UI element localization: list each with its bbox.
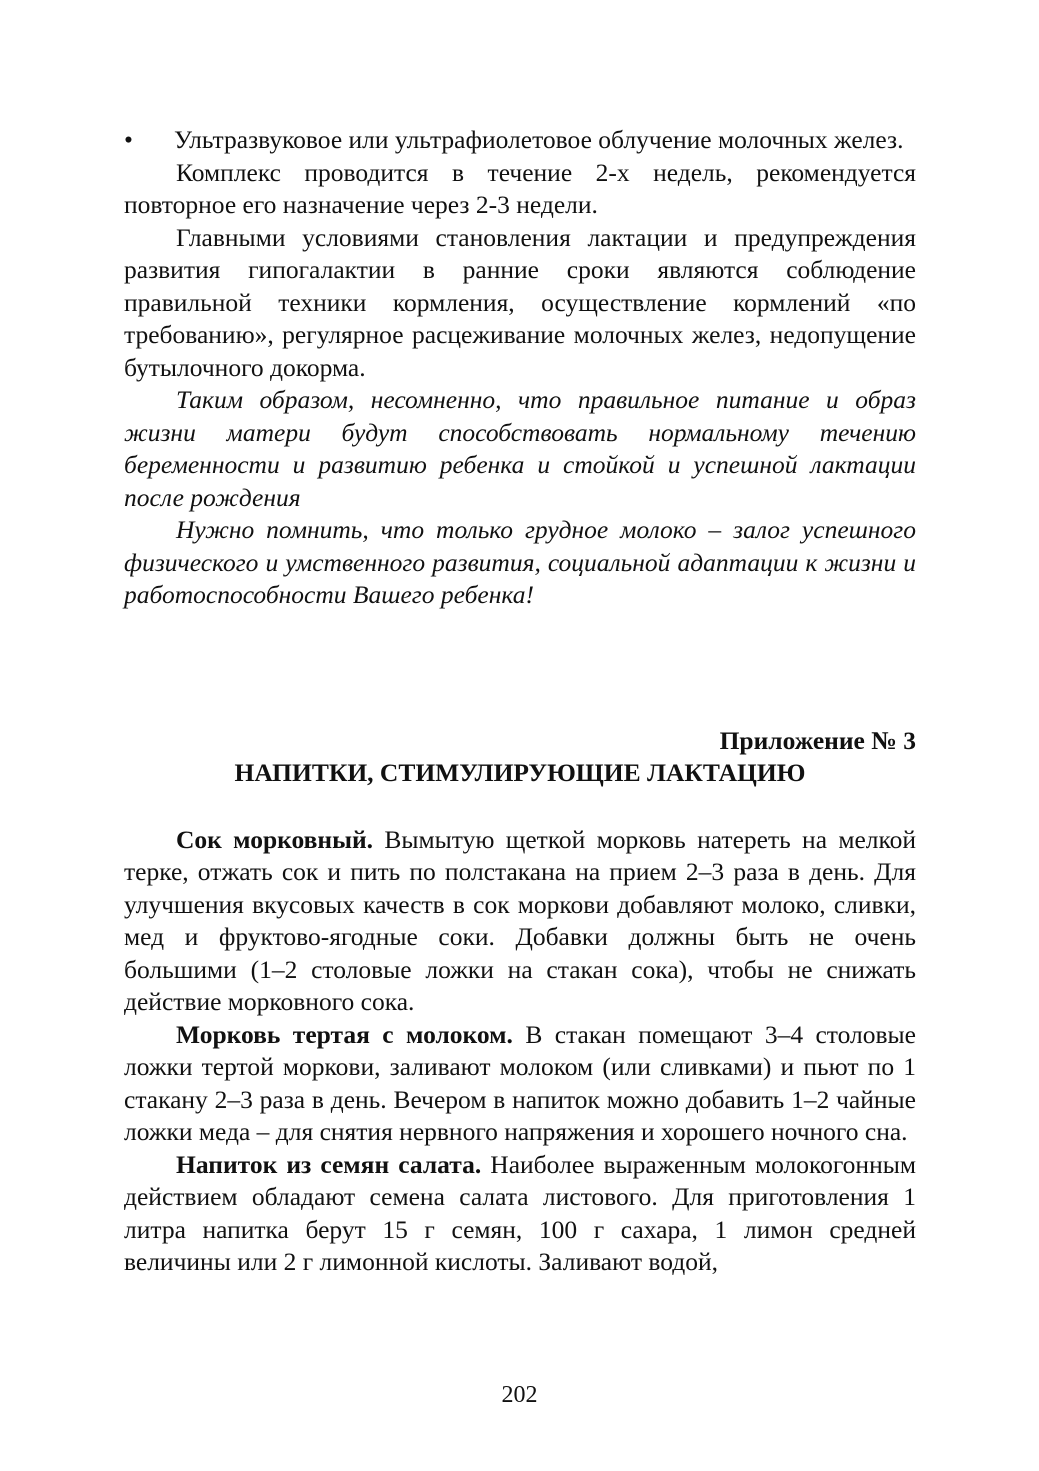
recipe-paragraph [124, 1019, 916, 1149]
recipe-paragraph [124, 824, 916, 1019]
appendix-label: Приложение № 3 [719, 725, 916, 755]
recipe-text: Наиболее выраженным молокогонным действием обладают семена салата листового. Для приготовления 1 литра напитка берут 15 г семян, 100 г сахара, 1 лимон средней величины или 2 г лимонной кислоты. Заливают водой, [124, 1149, 916, 1276]
recipe-text: В стакан помещают 3–4 столовые ложки тертой моркови, заливают молоком (или сливками) и пьют по 1 стакану 2–3 раза в день. Вечером в напиток можно добавить 1–2 чайные ложки меда – для снятия нервного напряжения и хорошего ночного сна. [124, 1019, 916, 1146]
page-number: 202 [501, 1382, 538, 1408]
page-content [124, 124, 916, 1279]
paragraph-conditions: Главными условиями становления лактации и предупреждения развития гипогалактии в ранние сроки являются соблюдение правильной техники кормления, осуществление кормлений «по требованию», регулярное расцеживание молочных желез, недопущение бутылочного докорма. [124, 222, 916, 382]
section-title: НАПИТКИ, СТИМУЛИРУЮЩИЕ ЛАКТАЦИЮ [234, 758, 806, 787]
recipe-title: Морковь тертая с молоком. [176, 1019, 513, 1049]
bullet-marker: • [124, 125, 133, 154]
bullet-text: Ультразвуковое или ультрафиолетовое облучение молочных желез. [174, 125, 904, 154]
recipe-title: Напиток из семян салата. [176, 1149, 482, 1179]
italic-paragraph-reminder: Нужно помнить, что только грудное молоко – залог успешного физического и умственного развития, социальной адаптации к жизни и работоспособности Вашего ребенка! [124, 515, 916, 609]
paragraph-course: Комплекс проводится в течение 2-х недель, рекомендуется повторное его назначение через 2-3 недели. [124, 157, 916, 219]
italic-paragraph-conclusion: Таким образом, несомненно, что правильное питание и образ жизни матери будут способствовать нормальному течению беременности и развитию ребенка и стойкой и успешной лактации после рождения [124, 385, 916, 512]
bullet-item [124, 124, 916, 157]
recipe-title: Сок морковный. [176, 824, 374, 854]
recipe-paragraph [124, 1149, 916, 1279]
recipe-text: Вымытую щеткой морковь натереть на мелкой терке, отжать сок и пить по полстакана на прием 2–3 раза в день. Для улучшения вкусовых качеств в сок моркови добавляют молоко, сливки, мед и фруктово-ягодные соки. Добавки должны быть не очень большими (1–2 столовые ложки на стакан сока), чтобы не снижать действие морковного сока. [124, 824, 917, 1016]
